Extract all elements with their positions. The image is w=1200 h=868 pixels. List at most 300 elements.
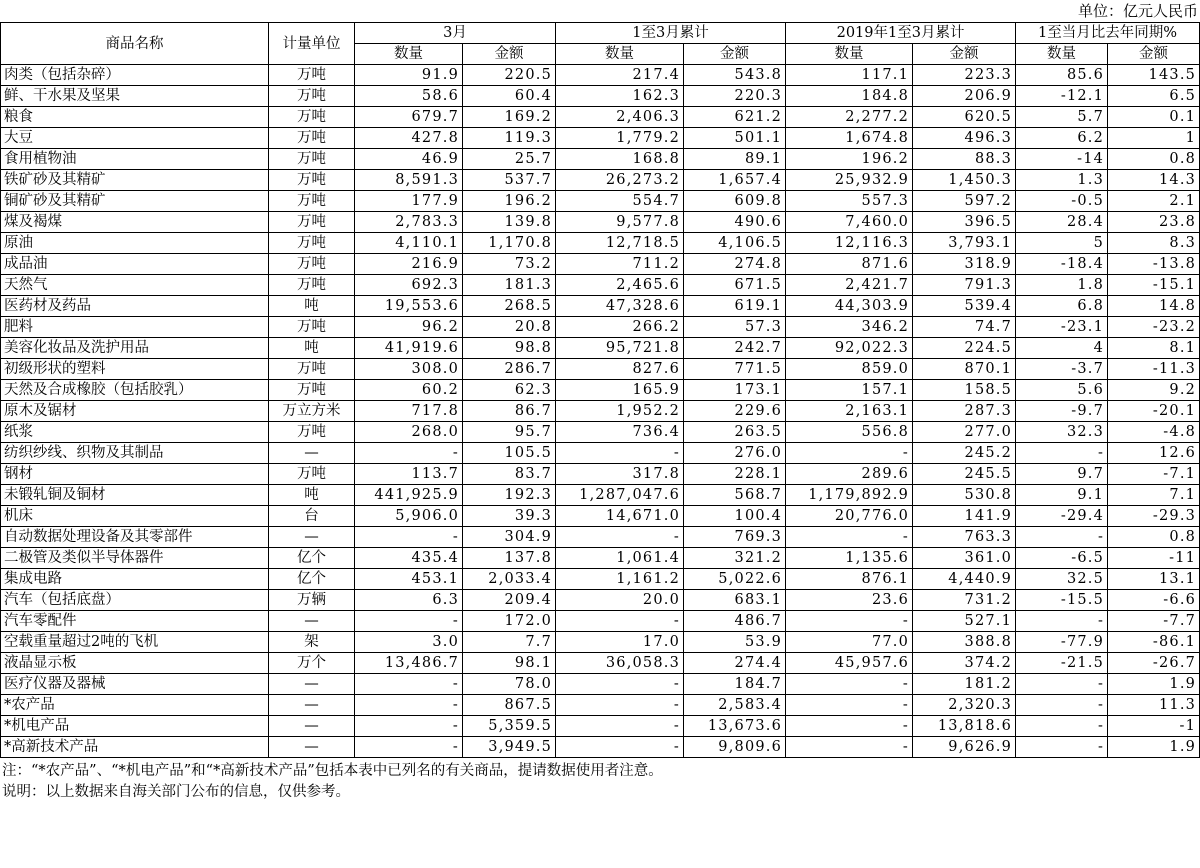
quantity-cell: -9.7 bbox=[1016, 401, 1108, 422]
header-sub-qty: 数量 bbox=[355, 44, 463, 65]
commodity-name: 液晶显示板 bbox=[1, 653, 269, 674]
header-name: 商品名称 bbox=[1, 23, 269, 65]
table-row bbox=[1, 485, 1200, 506]
table-row bbox=[1, 338, 1200, 359]
amount-cell: 2.1 bbox=[1108, 191, 1200, 212]
amount-cell: 172.0 bbox=[463, 611, 556, 632]
amount-cell: 14.8 bbox=[1108, 296, 1200, 317]
quantity-cell: 44,303.9 bbox=[786, 296, 913, 317]
amount-cell: 671.5 bbox=[684, 275, 786, 296]
quantity-cell: 736.4 bbox=[556, 422, 684, 443]
quantity-cell: 6.8 bbox=[1016, 296, 1108, 317]
commodity-name: 粮食 bbox=[1, 107, 269, 128]
amount-cell: 25.7 bbox=[463, 149, 556, 170]
quantity-cell: 1,061.4 bbox=[556, 548, 684, 569]
table-row bbox=[1, 401, 1200, 422]
amount-cell: 137.8 bbox=[463, 548, 556, 569]
amount-cell: -11.3 bbox=[1108, 359, 1200, 380]
quantity-cell: 45,957.6 bbox=[786, 653, 913, 674]
amount-cell: 98.8 bbox=[463, 338, 556, 359]
amount-cell: 224.5 bbox=[913, 338, 1016, 359]
header-unit: 计量单位 bbox=[269, 23, 355, 65]
quantity-cell: -77.9 bbox=[1016, 632, 1108, 653]
quantity-cell: 85.6 bbox=[1016, 65, 1108, 86]
quantity-cell: - bbox=[786, 695, 913, 716]
quantity-cell: -15.5 bbox=[1016, 590, 1108, 611]
amount-cell: 184.7 bbox=[684, 674, 786, 695]
measure-unit: 万吨 bbox=[269, 422, 355, 443]
amount-cell: 1 bbox=[1108, 128, 1200, 149]
amount-cell: 83.7 bbox=[463, 464, 556, 485]
table-row bbox=[1, 359, 1200, 380]
quantity-cell: 8,591.3 bbox=[355, 170, 463, 191]
quantity-cell: - bbox=[556, 443, 684, 464]
amount-cell: 501.1 bbox=[684, 128, 786, 149]
commodity-name: 食用植物油 bbox=[1, 149, 269, 170]
measure-unit: 万吨 bbox=[269, 317, 355, 338]
measure-unit: 万吨 bbox=[269, 191, 355, 212]
quantity-cell: 28.4 bbox=[1016, 212, 1108, 233]
quantity-cell: 113.7 bbox=[355, 464, 463, 485]
quantity-cell: 26,273.2 bbox=[556, 170, 684, 191]
quantity-cell: 1,161.2 bbox=[556, 569, 684, 590]
amount-cell: 220.5 bbox=[463, 65, 556, 86]
quantity-cell: 871.6 bbox=[786, 254, 913, 275]
quantity-cell: 1,952.2 bbox=[556, 401, 684, 422]
table-row bbox=[1, 212, 1200, 233]
amount-cell: 4,106.5 bbox=[684, 233, 786, 254]
table-row bbox=[1, 569, 1200, 590]
measure-unit: — bbox=[269, 674, 355, 695]
commodity-name: 初级形状的塑料 bbox=[1, 359, 269, 380]
amount-cell: 361.0 bbox=[913, 548, 1016, 569]
commodity-name: 二极管及类似半导体器件 bbox=[1, 548, 269, 569]
quantity-cell: 13,486.7 bbox=[355, 653, 463, 674]
amount-cell: 9.2 bbox=[1108, 380, 1200, 401]
amount-cell: 8.3 bbox=[1108, 233, 1200, 254]
quantity-cell: 5 bbox=[1016, 233, 1108, 254]
amount-cell: 0.8 bbox=[1108, 149, 1200, 170]
commodity-name: 煤及褐煤 bbox=[1, 212, 269, 233]
amount-cell: 1,450.3 bbox=[913, 170, 1016, 191]
header-group-ytd-2019: 2019年1至3月累计 bbox=[786, 23, 1016, 44]
quantity-cell: 2,406.3 bbox=[556, 107, 684, 128]
table-row bbox=[1, 674, 1200, 695]
amount-cell: 527.1 bbox=[913, 611, 1016, 632]
quantity-cell: 5,906.0 bbox=[355, 506, 463, 527]
quantity-cell: 1,135.6 bbox=[786, 548, 913, 569]
amount-cell: -13.8 bbox=[1108, 254, 1200, 275]
quantity-cell: -23.1 bbox=[1016, 317, 1108, 338]
quantity-cell: 692.3 bbox=[355, 275, 463, 296]
table-row bbox=[1, 506, 1200, 527]
amount-cell: 1.9 bbox=[1108, 737, 1200, 758]
quantity-cell: 196.2 bbox=[786, 149, 913, 170]
amount-cell: 1,170.8 bbox=[463, 233, 556, 254]
amount-cell: 95.7 bbox=[463, 422, 556, 443]
measure-unit: — bbox=[269, 695, 355, 716]
quantity-cell: 557.3 bbox=[786, 191, 913, 212]
quantity-cell: 177.9 bbox=[355, 191, 463, 212]
quantity-cell: 2,163.1 bbox=[786, 401, 913, 422]
amount-cell: 89.1 bbox=[684, 149, 786, 170]
quantity-cell: 2,783.3 bbox=[355, 212, 463, 233]
amount-cell: 13,818.6 bbox=[913, 716, 1016, 737]
measure-unit: 万吨 bbox=[269, 86, 355, 107]
amount-cell: 388.8 bbox=[913, 632, 1016, 653]
quantity-cell: - bbox=[1016, 443, 1108, 464]
quantity-cell: 317.8 bbox=[556, 464, 684, 485]
amount-cell: 73.2 bbox=[463, 254, 556, 275]
quantity-cell: 12,116.3 bbox=[786, 233, 913, 254]
commodity-name: 原油 bbox=[1, 233, 269, 254]
quantity-cell: - bbox=[1016, 695, 1108, 716]
amount-cell: 1.9 bbox=[1108, 674, 1200, 695]
header-group-ytd: 1至3月累计 bbox=[556, 23, 786, 44]
measure-unit: 万吨 bbox=[269, 107, 355, 128]
amount-cell: 5,022.6 bbox=[684, 569, 786, 590]
amount-cell: 5,359.5 bbox=[463, 716, 556, 737]
amount-cell: 206.9 bbox=[913, 86, 1016, 107]
amount-cell: 763.3 bbox=[913, 527, 1016, 548]
amount-cell: 3,793.1 bbox=[913, 233, 1016, 254]
quantity-cell: 162.3 bbox=[556, 86, 684, 107]
quantity-cell: 95,721.8 bbox=[556, 338, 684, 359]
commodity-name: 未锻轧铜及铜材 bbox=[1, 485, 269, 506]
quantity-cell: - bbox=[1016, 611, 1108, 632]
commodity-name: 美容化妆品及洗护用品 bbox=[1, 338, 269, 359]
table-row bbox=[1, 65, 1200, 86]
amount-cell: 791.3 bbox=[913, 275, 1016, 296]
amount-cell: 539.4 bbox=[913, 296, 1016, 317]
amount-cell: 318.9 bbox=[913, 254, 1016, 275]
amount-cell: 6.5 bbox=[1108, 86, 1200, 107]
amount-cell: 228.1 bbox=[684, 464, 786, 485]
amount-cell: 274.4 bbox=[684, 653, 786, 674]
measure-unit: 万吨 bbox=[269, 65, 355, 86]
amount-cell: 8.1 bbox=[1108, 338, 1200, 359]
quantity-cell: 4 bbox=[1016, 338, 1108, 359]
amount-cell: 621.2 bbox=[684, 107, 786, 128]
quantity-cell: 717.8 bbox=[355, 401, 463, 422]
header-sub-amount: 金额 bbox=[684, 44, 786, 65]
amount-cell: 1,657.4 bbox=[684, 170, 786, 191]
amount-cell: 62.3 bbox=[463, 380, 556, 401]
measure-unit: 万吨 bbox=[269, 254, 355, 275]
table-row bbox=[1, 632, 1200, 653]
amount-cell: 486.7 bbox=[684, 611, 786, 632]
amount-cell: 731.2 bbox=[913, 590, 1016, 611]
quantity-cell: 77.0 bbox=[786, 632, 913, 653]
commodity-name: 空载重量超过2吨的飞机 bbox=[1, 632, 269, 653]
quantity-cell: - bbox=[556, 737, 684, 758]
commodity-name: 集成电路 bbox=[1, 569, 269, 590]
amount-cell: 263.5 bbox=[684, 422, 786, 443]
quantity-cell: 4,110.1 bbox=[355, 233, 463, 254]
commodity-name: 汽车零配件 bbox=[1, 611, 269, 632]
amount-cell: 396.5 bbox=[913, 212, 1016, 233]
amount-cell: 2,320.3 bbox=[913, 695, 1016, 716]
quantity-cell: 36,058.3 bbox=[556, 653, 684, 674]
quantity-cell: 5.6 bbox=[1016, 380, 1108, 401]
quantity-cell: 554.7 bbox=[556, 191, 684, 212]
quantity-cell: 5.7 bbox=[1016, 107, 1108, 128]
table-row bbox=[1, 464, 1200, 485]
amount-cell: -7.1 bbox=[1108, 464, 1200, 485]
header-sub-qty: 数量 bbox=[1016, 44, 1108, 65]
quantity-cell: 1,179,892.9 bbox=[786, 485, 913, 506]
amount-cell: 119.3 bbox=[463, 128, 556, 149]
amount-cell: 620.5 bbox=[913, 107, 1016, 128]
amount-cell: 242.7 bbox=[684, 338, 786, 359]
amount-cell: -23.2 bbox=[1108, 317, 1200, 338]
measure-unit: 架 bbox=[269, 632, 355, 653]
amount-cell: 181.3 bbox=[463, 275, 556, 296]
quantity-cell: 427.8 bbox=[355, 128, 463, 149]
quantity-cell: 60.2 bbox=[355, 380, 463, 401]
amount-cell: 3,949.5 bbox=[463, 737, 556, 758]
measure-unit: 吨 bbox=[269, 296, 355, 317]
measure-unit: 万吨 bbox=[269, 128, 355, 149]
amount-cell: 100.4 bbox=[684, 506, 786, 527]
amount-cell: 0.8 bbox=[1108, 527, 1200, 548]
quantity-cell: - bbox=[355, 674, 463, 695]
measure-unit: 万立方米 bbox=[269, 401, 355, 422]
amount-cell: 220.3 bbox=[684, 86, 786, 107]
amount-cell: 196.2 bbox=[463, 191, 556, 212]
quantity-cell: -3.7 bbox=[1016, 359, 1108, 380]
amount-cell: 139.8 bbox=[463, 212, 556, 233]
import-commodity-table bbox=[0, 22, 1200, 758]
amount-cell: 14.3 bbox=[1108, 170, 1200, 191]
commodity-name: 钢材 bbox=[1, 464, 269, 485]
amount-cell: -20.1 bbox=[1108, 401, 1200, 422]
quantity-cell: - bbox=[786, 527, 913, 548]
quantity-cell: 19,553.6 bbox=[355, 296, 463, 317]
amount-cell: 181.2 bbox=[913, 674, 1016, 695]
quantity-cell: -29.4 bbox=[1016, 506, 1108, 527]
amount-cell: 771.5 bbox=[684, 359, 786, 380]
amount-cell: 86.7 bbox=[463, 401, 556, 422]
amount-cell: 229.6 bbox=[684, 401, 786, 422]
amount-cell: 158.5 bbox=[913, 380, 1016, 401]
commodity-name: 纺织纱线、织物及其制品 bbox=[1, 443, 269, 464]
quantity-cell: - bbox=[556, 674, 684, 695]
quantity-cell: 1,674.8 bbox=[786, 128, 913, 149]
amount-cell: 98.1 bbox=[463, 653, 556, 674]
quantity-cell: 117.1 bbox=[786, 65, 913, 86]
quantity-cell: 2,421.7 bbox=[786, 275, 913, 296]
quantity-cell: 1,779.2 bbox=[556, 128, 684, 149]
amount-cell: 543.8 bbox=[684, 65, 786, 86]
amount-cell: 683.1 bbox=[684, 590, 786, 611]
quantity-cell: 268.0 bbox=[355, 422, 463, 443]
quantity-cell: 859.0 bbox=[786, 359, 913, 380]
amount-cell: 4,440.9 bbox=[913, 569, 1016, 590]
quantity-cell: 1.3 bbox=[1016, 170, 1108, 191]
measure-unit: — bbox=[269, 716, 355, 737]
amount-cell: 223.3 bbox=[913, 65, 1016, 86]
amount-cell: 13.1 bbox=[1108, 569, 1200, 590]
table-row bbox=[1, 737, 1200, 758]
quantity-cell: - bbox=[556, 527, 684, 548]
quantity-cell: 556.8 bbox=[786, 422, 913, 443]
measure-unit: 万辆 bbox=[269, 590, 355, 611]
quantity-cell: 679.7 bbox=[355, 107, 463, 128]
amount-cell: 88.3 bbox=[913, 149, 1016, 170]
quantity-cell: 827.6 bbox=[556, 359, 684, 380]
quantity-cell: 9.1 bbox=[1016, 485, 1108, 506]
measure-unit: 万吨 bbox=[269, 380, 355, 401]
amount-cell: 78.0 bbox=[463, 674, 556, 695]
table-row bbox=[1, 149, 1200, 170]
quantity-cell: 58.6 bbox=[355, 86, 463, 107]
amount-cell: 2,033.4 bbox=[463, 569, 556, 590]
measure-unit: — bbox=[269, 737, 355, 758]
table-row bbox=[1, 527, 1200, 548]
amount-cell: -11 bbox=[1108, 548, 1200, 569]
amount-cell: 2,583.4 bbox=[684, 695, 786, 716]
measure-unit: 万吨 bbox=[269, 464, 355, 485]
commodity-name: *高新技术产品 bbox=[1, 737, 269, 758]
amount-cell: -7.7 bbox=[1108, 611, 1200, 632]
quantity-cell: 91.9 bbox=[355, 65, 463, 86]
quantity-cell: 32.5 bbox=[1016, 569, 1108, 590]
header-group-yoy: 1至当月比去年同期% bbox=[1016, 23, 1200, 44]
amount-cell: 321.2 bbox=[684, 548, 786, 569]
amount-cell: 597.2 bbox=[913, 191, 1016, 212]
quantity-cell: 6.2 bbox=[1016, 128, 1108, 149]
quantity-cell: 711.2 bbox=[556, 254, 684, 275]
commodity-name: 医药材及药品 bbox=[1, 296, 269, 317]
quantity-cell: - bbox=[556, 695, 684, 716]
table-row bbox=[1, 548, 1200, 569]
amount-cell: 277.0 bbox=[913, 422, 1016, 443]
quantity-cell: - bbox=[355, 737, 463, 758]
amount-cell: -1 bbox=[1108, 716, 1200, 737]
quantity-cell: - bbox=[355, 695, 463, 716]
quantity-cell: 41,919.6 bbox=[355, 338, 463, 359]
quantity-cell: 7,460.0 bbox=[786, 212, 913, 233]
header-sub-amount: 金额 bbox=[463, 44, 556, 65]
measure-unit: 亿个 bbox=[269, 548, 355, 569]
notes bbox=[0, 761, 1200, 803]
amount-cell: 60.4 bbox=[463, 86, 556, 107]
amount-cell: 53.9 bbox=[684, 632, 786, 653]
amount-cell: 274.8 bbox=[684, 254, 786, 275]
commodity-name: 成品油 bbox=[1, 254, 269, 275]
quantity-cell: - bbox=[1016, 716, 1108, 737]
measure-unit: 万吨 bbox=[269, 233, 355, 254]
table-row bbox=[1, 275, 1200, 296]
measure-unit: 万吨 bbox=[269, 170, 355, 191]
quantity-cell: 165.9 bbox=[556, 380, 684, 401]
quantity-cell: 32.3 bbox=[1016, 422, 1108, 443]
quantity-cell: 20.0 bbox=[556, 590, 684, 611]
quantity-cell: 435.4 bbox=[355, 548, 463, 569]
header-sub-amount: 金额 bbox=[1108, 44, 1200, 65]
header-row-groups bbox=[1, 23, 1200, 44]
table-row bbox=[1, 233, 1200, 254]
amount-cell: 143.5 bbox=[1108, 65, 1200, 86]
quantity-cell: - bbox=[786, 737, 913, 758]
amount-cell: 568.7 bbox=[684, 485, 786, 506]
header-sub-qty: 数量 bbox=[556, 44, 684, 65]
amount-cell: 209.4 bbox=[463, 590, 556, 611]
table-row bbox=[1, 170, 1200, 191]
amount-cell: 192.3 bbox=[463, 485, 556, 506]
quantity-cell: - bbox=[786, 443, 913, 464]
quantity-cell: 96.2 bbox=[355, 317, 463, 338]
table-row bbox=[1, 590, 1200, 611]
commodity-name: 天然气 bbox=[1, 275, 269, 296]
amount-cell: -4.8 bbox=[1108, 422, 1200, 443]
header-group-march: 3月 bbox=[355, 23, 556, 44]
quantity-cell: 346.2 bbox=[786, 317, 913, 338]
amount-cell: 74.7 bbox=[913, 317, 1016, 338]
quantity-cell: 3.0 bbox=[355, 632, 463, 653]
amount-cell: 9,809.6 bbox=[684, 737, 786, 758]
measure-unit: — bbox=[269, 443, 355, 464]
measure-unit: 亿个 bbox=[269, 569, 355, 590]
quantity-cell: 23.6 bbox=[786, 590, 913, 611]
measure-unit: 万吨 bbox=[269, 212, 355, 233]
amount-cell: 287.3 bbox=[913, 401, 1016, 422]
measure-unit: — bbox=[269, 527, 355, 548]
note-line: 注：“*农产品”、“*机电产品”和“*高新技术产品”包括本表中已列名的有关商品，提请数据使用者注意。 bbox=[2, 763, 663, 779]
table-row bbox=[1, 380, 1200, 401]
quantity-cell: 9,577.8 bbox=[556, 212, 684, 233]
amount-cell: 12.6 bbox=[1108, 443, 1200, 464]
table-body bbox=[1, 65, 1200, 758]
measure-unit: 万吨 bbox=[269, 275, 355, 296]
amount-cell: 374.2 bbox=[913, 653, 1016, 674]
commodity-name: *机电产品 bbox=[1, 716, 269, 737]
table-row bbox=[1, 716, 1200, 737]
amount-cell: 141.9 bbox=[913, 506, 1016, 527]
amount-cell: 245.2 bbox=[913, 443, 1016, 464]
measure-unit: 万吨 bbox=[269, 149, 355, 170]
commodity-name: 肥料 bbox=[1, 317, 269, 338]
table-row bbox=[1, 254, 1200, 275]
quantity-cell: -18.4 bbox=[1016, 254, 1108, 275]
commodity-name: 机床 bbox=[1, 506, 269, 527]
quantity-cell: 1.8 bbox=[1016, 275, 1108, 296]
quantity-cell: -12.1 bbox=[1016, 86, 1108, 107]
amount-cell: 769.3 bbox=[684, 527, 786, 548]
commodity-name: 鲜、干水果及坚果 bbox=[1, 86, 269, 107]
amount-cell: -29.3 bbox=[1108, 506, 1200, 527]
quantity-cell: 2,465.6 bbox=[556, 275, 684, 296]
header-sub-qty: 数量 bbox=[786, 44, 913, 65]
measure-unit: — bbox=[269, 611, 355, 632]
commodity-name: 医疗仪器及器械 bbox=[1, 674, 269, 695]
amount-cell: 11.3 bbox=[1108, 695, 1200, 716]
quantity-cell: - bbox=[556, 611, 684, 632]
table-row bbox=[1, 128, 1200, 149]
amount-cell: 169.2 bbox=[463, 107, 556, 128]
amount-cell: 268.5 bbox=[463, 296, 556, 317]
table-row bbox=[1, 653, 1200, 674]
quantity-cell: 6.3 bbox=[355, 590, 463, 611]
amount-cell: 490.6 bbox=[684, 212, 786, 233]
quantity-cell: 453.1 bbox=[355, 569, 463, 590]
table-row bbox=[1, 296, 1200, 317]
quantity-cell: 289.6 bbox=[786, 464, 913, 485]
amount-cell: -15.1 bbox=[1108, 275, 1200, 296]
table-row bbox=[1, 191, 1200, 212]
quantity-cell: 92,022.3 bbox=[786, 338, 913, 359]
